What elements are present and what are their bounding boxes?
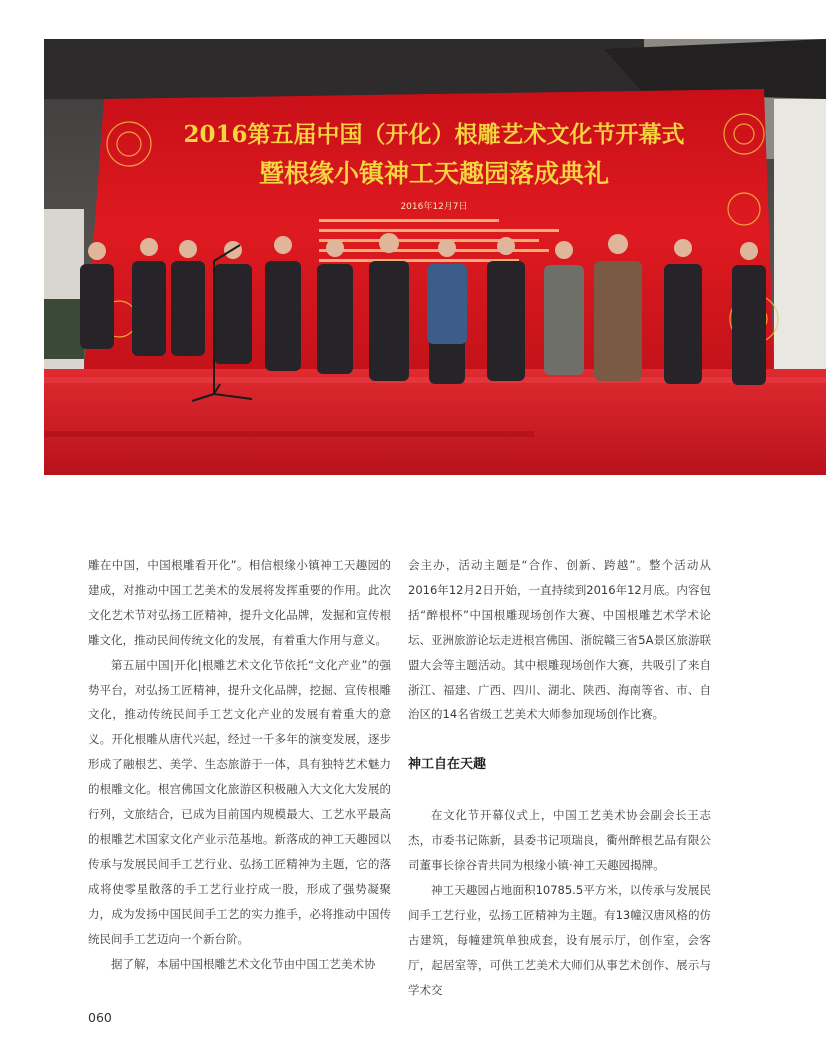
right-text-column <box>408 553 711 1003</box>
paragraph: 神工天趣园占地面积10785.5平方米，以传承与发展民间手工艺行业，弘扬工匠精神为主题。有13幢汉唐风格的仿古建筑，每幢建筑单独成套，设有展示厅，创作室，会客厅，起居室等，可供工艺美术大师们从事艺术创作、展示与学术交 <box>408 883 711 997</box>
section-heading: 神工自在天趣 <box>408 757 487 773</box>
paragraph: 雕在中国，中国根雕看开化”。相信根缘小镇神工天趣园的建成，对推动中国工艺美术的发展将发挥重要的作用。此次文化艺术节对弘扬工匠精神，提升文化品牌，发掘和宣传根雕文化，推动民间传统文化的发展，有着重大作用与意义。 <box>88 558 391 647</box>
paragraph: 在文化节开幕仪式上，中国工艺美术协会副会长王志杰，市委书记陈新，县委书记项瑞良，衢州醉根艺品有限公司董事长徐谷青共同为根缘小镇·神工天趣园揭牌。 <box>408 808 711 873</box>
red-carpet-stage <box>44 369 826 475</box>
ceremony-photo <box>44 39 826 475</box>
paragraph: 据了解，本届中国根雕艺术文化节由中国工艺美术协 <box>111 956 376 971</box>
paragraph: 会主办，活动主题是“合作、创新、跨越”。整个活动从2016年12月2日开始，一直持续到2016年12月底。内容包括“醉根杯”中国根雕现场创作大赛、中国根雕艺术学术论坛、亚洲旅游论坛走进根宫佛国、浙皖赣三省5A景区旅游联盟大会等主题活动。其中根雕现场创作大赛，共吸引了来自浙江、福建、广西、四川、湖北、陕西、海南等省、市、自治区的14名省级工艺美术大师参加现场创作比赛。 <box>408 558 711 722</box>
left-text-column <box>88 553 391 976</box>
banner-title-1: 2016第五届中国（开化）根雕艺术文化节开幕式 <box>183 121 685 148</box>
page-number: 060 <box>88 1010 112 1025</box>
banner-title-2: 暨根缘小镇神工天趣园落成典礼 <box>258 159 610 188</box>
paragraph: 第五届中国|开化|根雕艺术文化节依托“文化产业”的强势平台，对弘扬工匠精神，提升文化品牌，挖掘、宣传根雕文化，推动传统民间手工艺文化产业的发展有着重大的意义。开化根雕从唐代兴起，经过一千多年的演变发展，逐步形成了融根艺、美学、生态旅游于一体，具有独特艺术魅力的根雕文化。根宫佛国文化旅游区积极融入大文化大发展的行列，文旅结合，已成为目前国内规模最大、工艺水平最高的根雕艺术国家文化产业示范基地。新落成的神工天趣园以传承与发展民间手工艺行业、弘扬工匠精神为主题，它的落成将使零星散落的手工艺行业拧成一股，形成了强势凝聚力，成为发扬中国民间手工艺的实力推手，必将推动中国传统民间手工艺迈向一个新台阶。 <box>88 657 391 946</box>
banner-date: 2016年12月7日 <box>400 202 468 212</box>
